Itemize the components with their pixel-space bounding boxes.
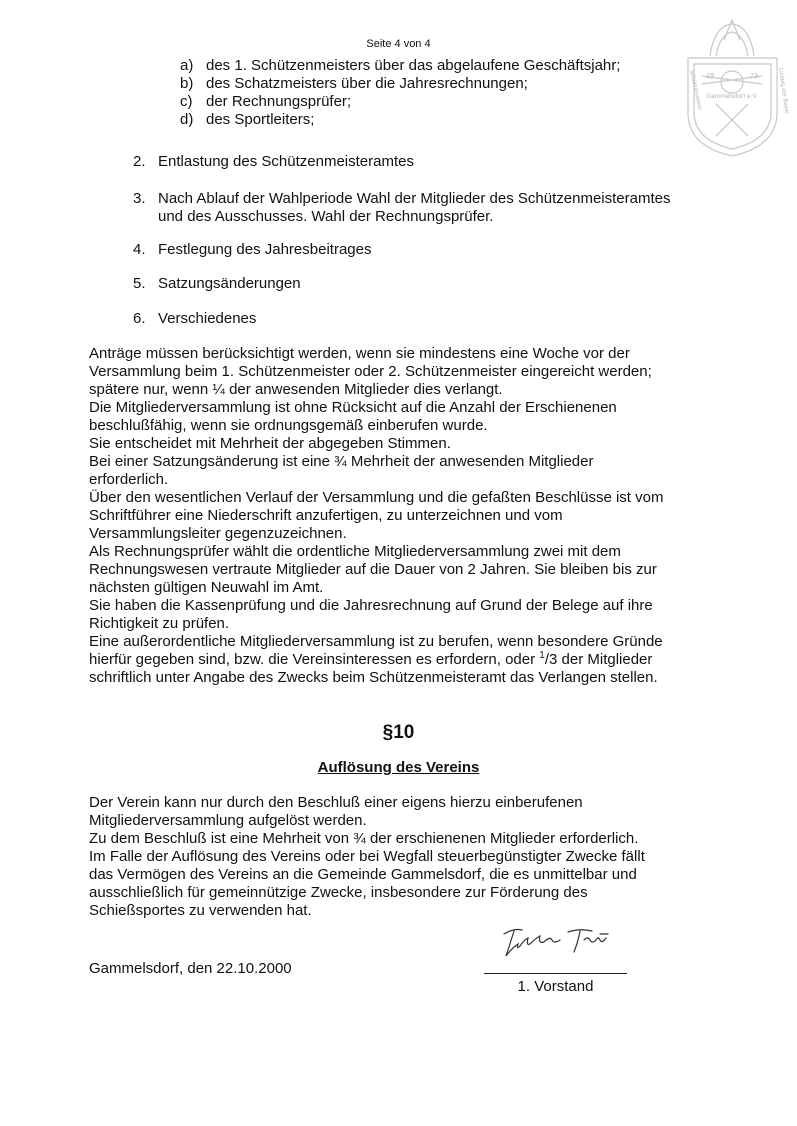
agenda-number: 6. xyxy=(133,310,146,327)
place-date: Gammelsdorf, den 22.10.2000 xyxy=(89,960,292,977)
text-segment: hierfür gegeben sind, bzw. die Vereinsinteressen es erfordern, oder xyxy=(89,651,540,668)
text-line: Mitgliederversammlung aufgelöst werden. xyxy=(89,812,367,829)
text-line: das Vermögen des Vereins an die Gemeinde Gammelsdorf, die es unmittelbar und xyxy=(89,866,637,883)
text-line: beschlußfähig, wenn sie ordnungsgemäß einberufen wurde. xyxy=(89,417,488,434)
list-marker: d) xyxy=(180,111,194,128)
logo-arc-left: Schützenverein xyxy=(688,69,703,111)
list-text: des Sportleiters; xyxy=(206,111,315,128)
text-line: Richtigkeit zu prüfen. xyxy=(89,615,230,632)
club-logo xyxy=(680,18,790,158)
section-title: Auflösung des Vereins xyxy=(317,759,480,776)
text-line: Schriftführer eine Niederschrift anzufertigen, zu unterzeichnen und vom xyxy=(89,507,563,524)
list-item xyxy=(180,75,620,93)
text-line: Bei einer Satzungsänderung ist eine ¾ Mehrheit der anwesenden Mitglieder xyxy=(89,453,594,470)
text-line xyxy=(89,651,729,669)
text-line: spätere nur, wenn ¼ der anwesenden Mitglieder dies verlangt. xyxy=(89,381,503,398)
agenda-number: 5. xyxy=(133,275,146,292)
text-line: Sie entscheidet mit Mehrheit der abgegeben Stimmen. xyxy=(89,435,451,452)
agenda-item xyxy=(133,275,733,293)
fraction-numerator: 1 xyxy=(539,650,545,661)
agenda-text: und des Ausschusses. Wahl der Rechnungsprüfer. xyxy=(158,208,494,225)
list-marker: b) xyxy=(180,75,194,92)
text-line: Zu dem Beschluß ist eine Mehrheit von ¾ der erschienenen Mitglieder erforderlich. xyxy=(89,830,639,847)
logo-year-right: 73 xyxy=(750,73,758,80)
list-marker: c) xyxy=(180,93,193,110)
list-marker: a) xyxy=(180,57,194,74)
text-line: Sie haben die Kassenprüfung und die Jahresrechnung auf Grund der Belege auf ihre xyxy=(89,597,653,614)
fraction-denominator: /3 xyxy=(544,651,558,668)
logo-year-left: 19 xyxy=(706,73,714,80)
section-paragraph xyxy=(89,794,729,920)
list-item xyxy=(180,111,620,129)
text-line: nächsten gültigen Neuwahl im Amt. xyxy=(89,579,324,596)
text-line: Rechnungswesen vertraute Mitglieder auf die Dauer von 2 Jahren. Sie bleiben bis zur xyxy=(89,561,657,578)
text-line: Versammlung beim 1. Schützenmeister oder 2. Schützenmeister eingereicht werden; xyxy=(89,363,652,380)
agenda-text: Entlastung des Schützenmeisteramtes xyxy=(158,153,414,170)
agenda-text: Nach Ablauf der Wahlperiode Wahl der Mitglieder des Schützenmeisteramtes xyxy=(158,190,671,207)
text-segment: der Mitglieder xyxy=(557,651,653,668)
list-item xyxy=(180,57,620,75)
agenda-item xyxy=(133,153,733,171)
text-line: Versammlungsleiter gegenzuzeichnen. xyxy=(89,525,347,542)
text-line: erforderlich. xyxy=(89,471,169,488)
agenda-text: Satzungsänderungen xyxy=(158,275,301,292)
section-number: §10 xyxy=(382,722,415,743)
agenda-text: Verschiedenes xyxy=(158,310,257,327)
list-item xyxy=(180,93,620,111)
agenda-item xyxy=(133,310,733,328)
agenda-text: Festlegung des Jahresbeitrages xyxy=(158,241,372,258)
agenda-number: 2. xyxy=(133,153,146,170)
text-line: Die Mitgliederversammlung ist ohne Rücksicht auf die Anzahl der Erschienenen xyxy=(89,399,617,416)
report-sublist xyxy=(180,57,620,129)
logo-arc-right: Ludwig der Bayer xyxy=(777,67,790,115)
page-number-label: Seite 4 von 4 xyxy=(366,38,431,50)
text-line: Über den wesentlichen Verlauf der Versammlung und die gefaßten Beschlüsse ist vom xyxy=(89,489,664,506)
agenda-item xyxy=(133,241,733,259)
handwritten-signature xyxy=(500,922,615,962)
body-paragraph xyxy=(89,345,729,687)
text-line: Der Verein kann nur durch den Beschluß einer eigens hierzu einberufenen xyxy=(89,794,583,811)
text-line: Schießsportes zu verwenden hat. xyxy=(89,902,312,919)
agenda-number: 3. xyxy=(133,190,146,207)
logo-center-text: Gammelsdorf e.V. xyxy=(706,93,758,100)
text-line: Als Rechnungsprüfer wählt die ordentliche Mitgliederversammlung zwei mit dem xyxy=(89,543,621,560)
text-line: ausschließlich für gemeinnützige Zwecke, insbesondere zur Förderung des xyxy=(89,884,588,901)
signature-line xyxy=(484,973,627,974)
text-line: Im Falle der Auflösung des Vereins oder bei Wegfall steuerbegünstigter Zwecke fällt xyxy=(89,848,645,865)
agenda-number: 4. xyxy=(133,241,146,258)
list-text: des 1. Schützenmeisters über das abgelaufene Geschäftsjahr; xyxy=(206,57,621,74)
signer-role: 1. Vorstand xyxy=(517,978,594,995)
agenda-item xyxy=(133,190,733,226)
text-line: schriftlich unter Angabe des Zwecks beim Schützenmeisteramt das Verlangen stellen. xyxy=(89,669,658,686)
text-line: Anträge müssen berücksichtigt werden, wenn sie mindestens eine Woche vor der xyxy=(89,345,630,362)
text-line: Eine außerordentliche Mitgliederversammlung ist zu berufen, wenn besondere Gründe xyxy=(89,633,663,650)
list-text: der Rechnungsprüfer; xyxy=(206,93,352,110)
list-text: des Schatzmeisters über die Jahresrechnungen; xyxy=(206,75,528,92)
